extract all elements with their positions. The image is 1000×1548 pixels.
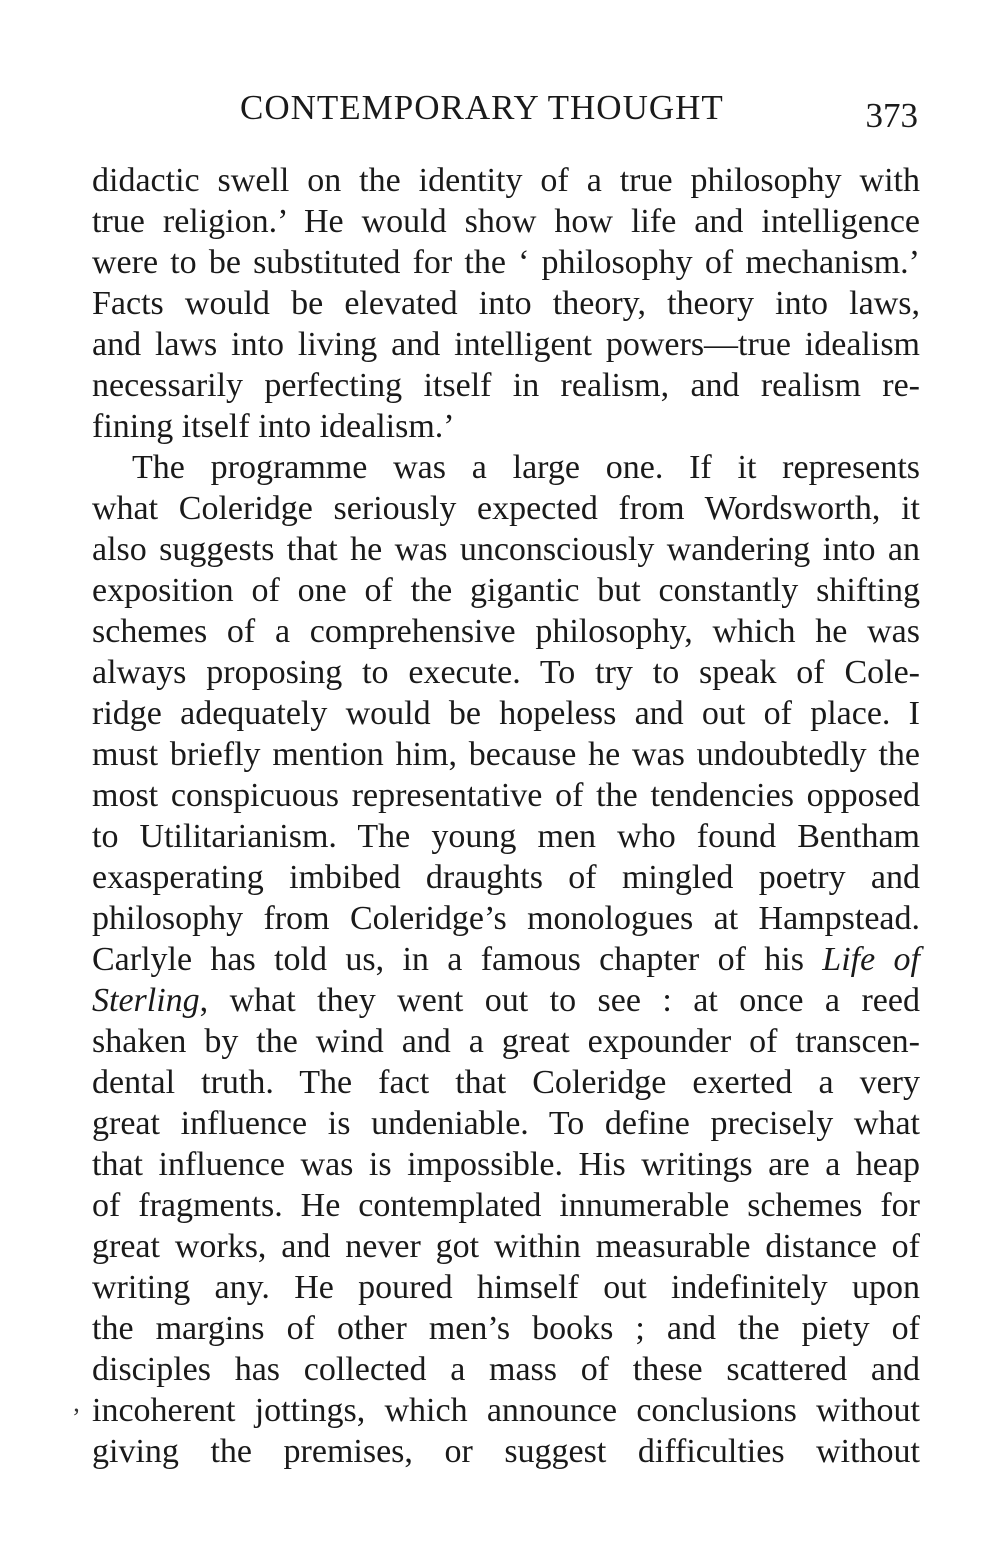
book-title-italic: Life of xyxy=(822,941,920,978)
text-line: great influence is undeniable. To define precisely what xyxy=(92,1105,920,1142)
text-line: that influence was is impossible. His writings are a heap xyxy=(92,1146,920,1183)
text-line: the margins of other men’s books ; and the piety of xyxy=(92,1310,920,1347)
text-line: to Utilitarianism. The young men who found Bentham xyxy=(92,818,920,855)
text-line: most conspicuous representative of the tendencies opposed xyxy=(92,777,920,814)
text-line: Facts would be elevated into theory, theory into laws, xyxy=(92,285,920,322)
text-line: fining itself into idealism.’ xyxy=(92,408,455,445)
text-line: shaken by the wind and a great expounder of transcen- xyxy=(92,1023,920,1060)
text-line: dental truth. The fact that Coleridge exerted a very xyxy=(92,1064,920,1101)
text-line: philosophy from Coleridge’s monologues at Hampstead. xyxy=(92,900,920,937)
text-line: true religion.’ He would show how life and intelligence xyxy=(92,203,920,240)
margin-mark-icon: ‚ xyxy=(72,1388,81,1417)
line-text: , what they went out to see : at once a reed xyxy=(199,982,920,1019)
text-line: what Coleridge seriously expected from Wordsworth, it xyxy=(92,490,920,527)
text-line: exasperating imbibed draughts of mingled poetry and xyxy=(92,859,920,896)
page-header xyxy=(92,88,922,138)
text-line: disciples has collected a mass of these scattered and xyxy=(92,1351,920,1388)
text-line: necessarily perfecting itself in realism, and realism re- xyxy=(92,367,920,404)
text-line: must briefly mention him, because he was undoubtedly the xyxy=(92,736,920,773)
running-head: CONTEMPORARY THOUGHT xyxy=(240,88,724,127)
text-line: always proposing to execute. To try to speak of Cole- xyxy=(92,654,920,691)
text-line: schemes of a comprehensive philosophy, which he was xyxy=(92,613,920,650)
text-line: and laws into living and intelligent powers—true idealism xyxy=(92,326,920,363)
text-line: also suggests that he was unconsciously wandering into an xyxy=(92,531,920,568)
text-line: great works, and never got within measurable distance of xyxy=(92,1228,920,1265)
text-line xyxy=(92,980,920,1021)
book-title-italic: Sterling xyxy=(92,982,200,1019)
text-line: didactic swell on the identity of a true philosophy with xyxy=(92,162,920,199)
text-line: incoherent jottings, which announce conclusions without xyxy=(92,1392,920,1429)
text-line xyxy=(92,939,920,980)
text-line: were to be substituted for the ‘ philosophy of mechanism.’ xyxy=(92,244,920,281)
text-line: giving the premises, or suggest difficulties without xyxy=(92,1433,920,1470)
body-text xyxy=(92,160,920,1472)
text-line: ridge adequately would be hopeless and out of place. I xyxy=(92,695,920,732)
text-line: exposition of one of the gigantic but constantly shifting xyxy=(92,572,920,609)
line-text: Carlyle has told us, in a famous chapter of his xyxy=(92,941,804,978)
paragraph-start-line: The programme was a large one. If it represents xyxy=(132,449,920,486)
text-line: writing any. He poured himself out indefinitely upon xyxy=(92,1269,920,1306)
text-line: of fragments. He contemplated innumerable schemes for xyxy=(92,1187,920,1224)
page-number: 373 xyxy=(865,96,918,135)
